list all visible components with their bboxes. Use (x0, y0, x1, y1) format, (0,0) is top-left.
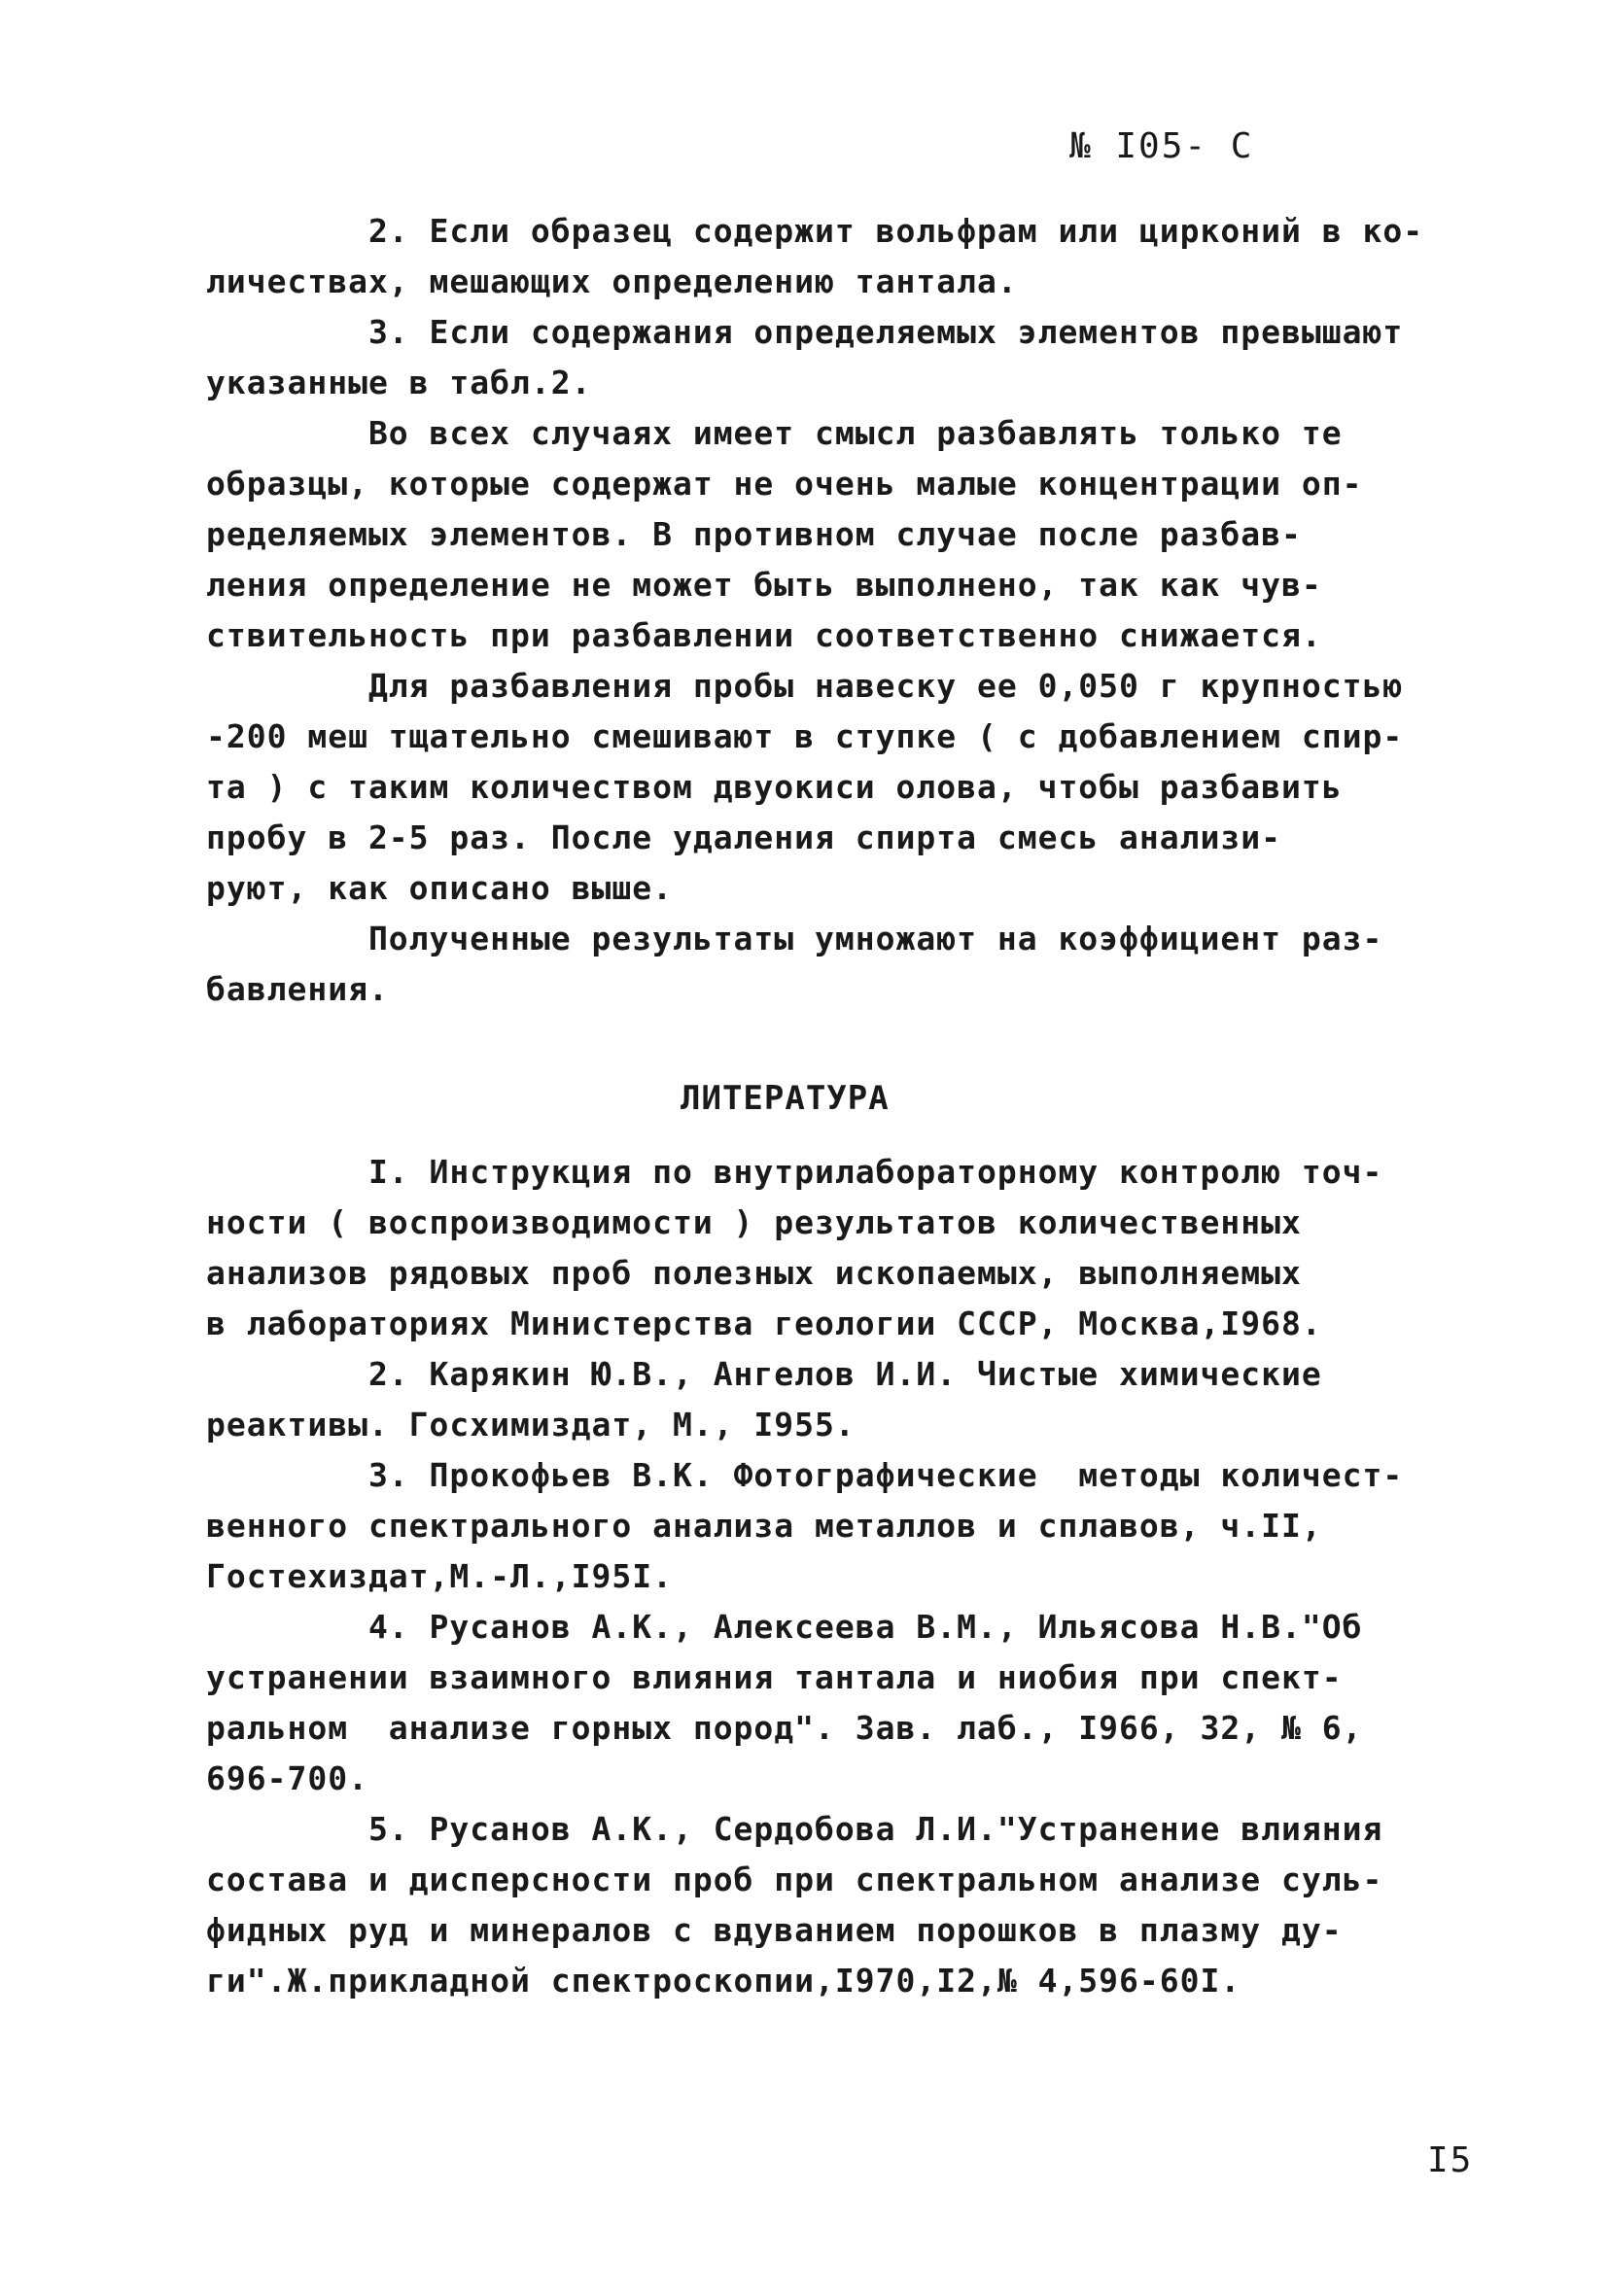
body-line: 2. Если образец содержит вольфрам или цирконий в ко- (206, 212, 1424, 250)
body-line: образцы, которые содержат не очень малые концентрации оп- (206, 465, 1363, 503)
body-line: та ) с таким количеством двуокиси олова, чтобы разбавить (206, 768, 1343, 806)
reference-line: 2. Карякин Ю.В., Ангелов И.И. Чистые химические (206, 1355, 1322, 1393)
reference-line: Гостехиздат,М.-Л.,I95I. (206, 1557, 673, 1595)
document-number: № I05- С (1069, 126, 1254, 166)
body-line: руют, как описано выше. (206, 869, 673, 907)
literature-heading: ЛИТЕРАТУРА (681, 1079, 890, 1118)
page-number: I5 (1427, 2140, 1474, 2180)
literature-list (206, 1147, 1431, 2006)
body-line: -200 меш тщательно смешивают в ступке ( с добавлением спир- (206, 717, 1404, 755)
reference-line: устранении взаимного влияния тантала и ниобия при спект- (206, 1658, 1343, 1696)
body-line: Во всех случаях имеет смысл разбавлять только те (206, 414, 1343, 452)
body-line: указанные в табл.2. (206, 364, 592, 401)
body-line: ределяемых элементов. В противном случае после разбав- (206, 515, 1302, 553)
reference-line: 5. Русанов А.К., Сердобова Л.И."Устранение влияния (206, 1810, 1383, 1848)
body-line: пробу в 2-5 раз. После удаления спирта смесь анализи- (206, 818, 1281, 856)
body-line: 3. Если содержания определяемых элементов превышают (206, 313, 1404, 351)
reference-line: ности ( воспроизводимости ) результатов количественных (206, 1203, 1302, 1241)
body-line: Для разбавления пробы навеску ее 0,050 г крупностью (206, 667, 1404, 705)
body-line: ления определение не может быть выполнено, так как чув- (206, 566, 1322, 604)
reference-line: фидных руд и минералов с вдуванием порошков в плазму ду- (206, 1911, 1343, 1949)
reference-line: в лабораториях Министерства геологии СССР, Москва,I968. (206, 1305, 1322, 1342)
reference-line: I. Инструкция по внутрилабораторному контролю точ- (206, 1153, 1383, 1191)
reference-line: состава и дисперсности проб при спектральном анализе суль- (206, 1861, 1383, 1898)
reference-line: 696-700. (206, 1759, 368, 1797)
reference-line: ральном анализе горных пород". Зав. лаб., I966, 32, № 6, (206, 1709, 1363, 1747)
body-text (206, 206, 1424, 1015)
reference-line: 4. Русанов А.К., Алексеева В.М., Ильясова Н.В."Об (206, 1608, 1363, 1646)
body-line: ствительность при разбавлении соответственно снижается. (206, 616, 1322, 654)
body-line: Полученные результаты умножают на коэффициент раз- (206, 920, 1383, 957)
reference-line: 3. Прокофьев В.К. Фотографические методы количест- (206, 1456, 1404, 1494)
reference-line: реактивы. Госхимиздат, М., I955. (206, 1406, 856, 1444)
reference-line: венного спектрального анализа металлов и сплавов, ч.II, (206, 1507, 1322, 1545)
reference-line: анализов рядовых проб полезных ископаемых, выполняемых (206, 1254, 1302, 1292)
body-line: личествах, мешающих определению тантала. (206, 262, 1018, 300)
reference-line: ги".Ж.прикладной спектроскопии,I970,I2,№ 4,596-60I. (206, 1962, 1241, 2000)
body-line: бавления. (206, 970, 389, 1008)
